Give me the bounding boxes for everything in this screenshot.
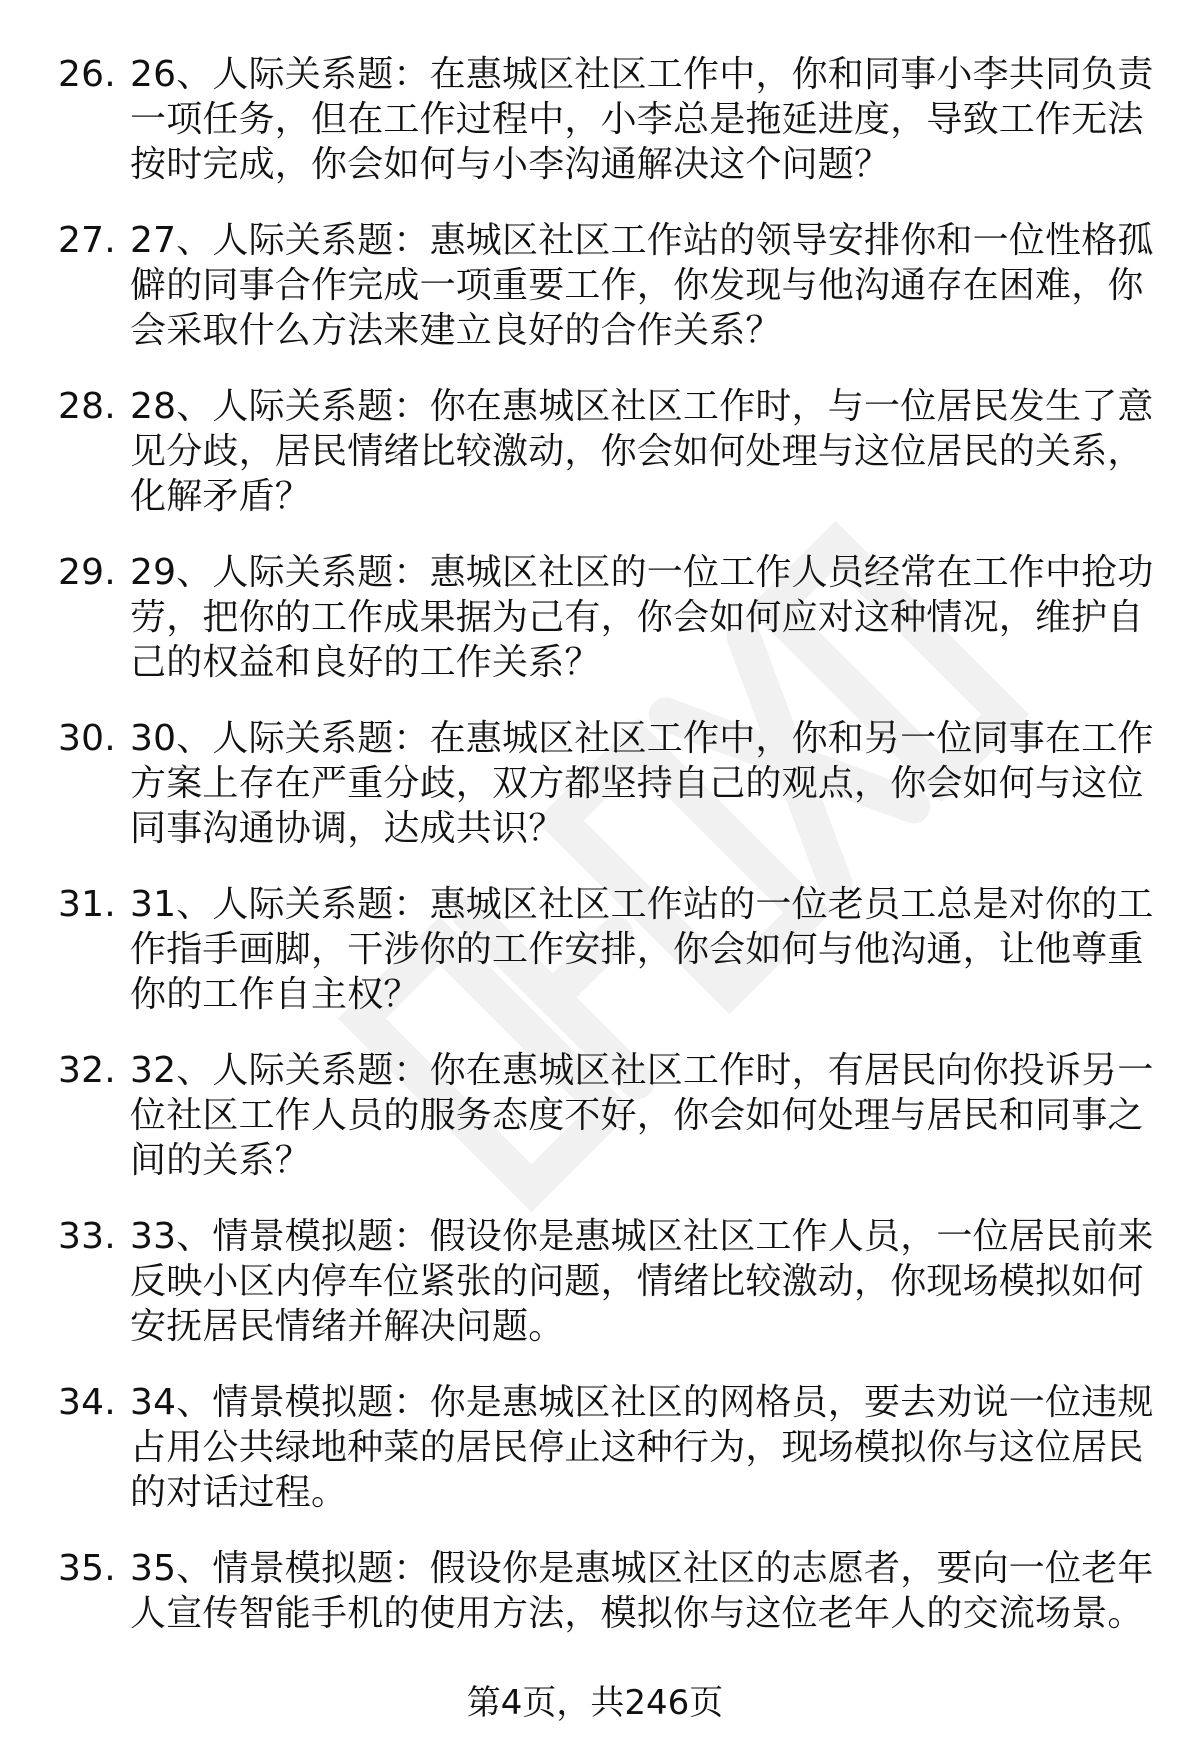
question-number: 33.	[58, 1216, 116, 1257]
question-number: 31.	[58, 884, 116, 925]
question-item-26	[58, 52, 1158, 187]
question-item-33	[58, 1214, 1158, 1349]
question-text: 33、情景模拟题：假设你是惠城区社区工作人员，一位居民前来反映小区内停车位紧张的问题，情绪比较激动，你现场模拟如何安抚居民情绪并解决问题。	[130, 1216, 1154, 1347]
question-text: 28、人际关系题：你在惠城区社区工作时，与一位居民发生了意见分歧，居民情绪比较激动，你会如何处理与这位居民的关系，化解矛盾？	[130, 386, 1154, 517]
question-number: 26.	[58, 54, 116, 95]
question-text: 31、人际关系题：惠城区社区工作站的一位老员工总是对你的工作指手画脚，干涉你的工作安排，你会如何与他沟通，让他尊重你的工作自主权？	[130, 884, 1154, 1015]
question-item-27	[58, 218, 1158, 353]
question-number: 28.	[58, 386, 116, 427]
question-item-28	[58, 384, 1158, 519]
question-number: 29.	[58, 552, 116, 593]
question-number: 35.	[58, 1548, 116, 1589]
question-text: 26、人际关系题：在惠城区社区工作中，你和同事小李共同负责一项任务，但在工作过程中，小李总是拖延进度，导致工作无法按时完成，你会如何与小李沟通解决这个问题？	[130, 54, 1154, 185]
question-item-29	[58, 550, 1158, 685]
question-item-34	[58, 1380, 1158, 1515]
question-item-30	[58, 716, 1158, 851]
question-number: 30.	[58, 718, 116, 759]
question-text: 32、人际关系题：你在惠城区社区工作时，有居民向你投诉另一位社区工作人员的服务态度不好，你会如何处理与居民和同事之间的关系？	[130, 1050, 1154, 1181]
page-number-footer: 第4页，共246页	[466, 1683, 724, 1723]
question-number: 27.	[58, 220, 116, 261]
question-text: 35、情景模拟题：假设你是惠城区社区的志愿者，要向一位老年人宣传智能手机的使用方法，模拟你与这位老年人的交流场景。	[130, 1548, 1154, 1634]
question-item-32	[58, 1048, 1158, 1183]
question-item-31	[58, 882, 1158, 1017]
question-number: 34.	[58, 1382, 116, 1423]
question-list	[58, 52, 1158, 1667]
question-item-35	[58, 1546, 1158, 1636]
question-text: 29、人际关系题：惠城区社区的一位工作人员经常在工作中抢功劳，把你的工作成果据为己有，你会如何应对这种情况，维护自己的权益和良好的工作关系？	[130, 552, 1154, 683]
question-text: 30、人际关系题：在惠城区社区工作中，你和另一位同事在工作方案上存在严重分歧，双方都坚持自己的观点，你会如何与这位同事沟通协调，达成共识？	[130, 718, 1154, 849]
question-text: 34、情景模拟题：你是惠城区社区的网格员，要去劝说一位违规占用公共绿地种菜的居民停止这种行为，现场模拟你与这位居民的对话过程。	[130, 1382, 1154, 1513]
question-number: 32.	[58, 1050, 116, 1091]
question-text: 27、人际关系题：惠城区社区工作站的领导安排你和一位性格孤僻的同事合作完成一项重要工作，你发现与他沟通存在困难，你会采取什么方法来建立良好的合作关系？	[130, 220, 1154, 351]
